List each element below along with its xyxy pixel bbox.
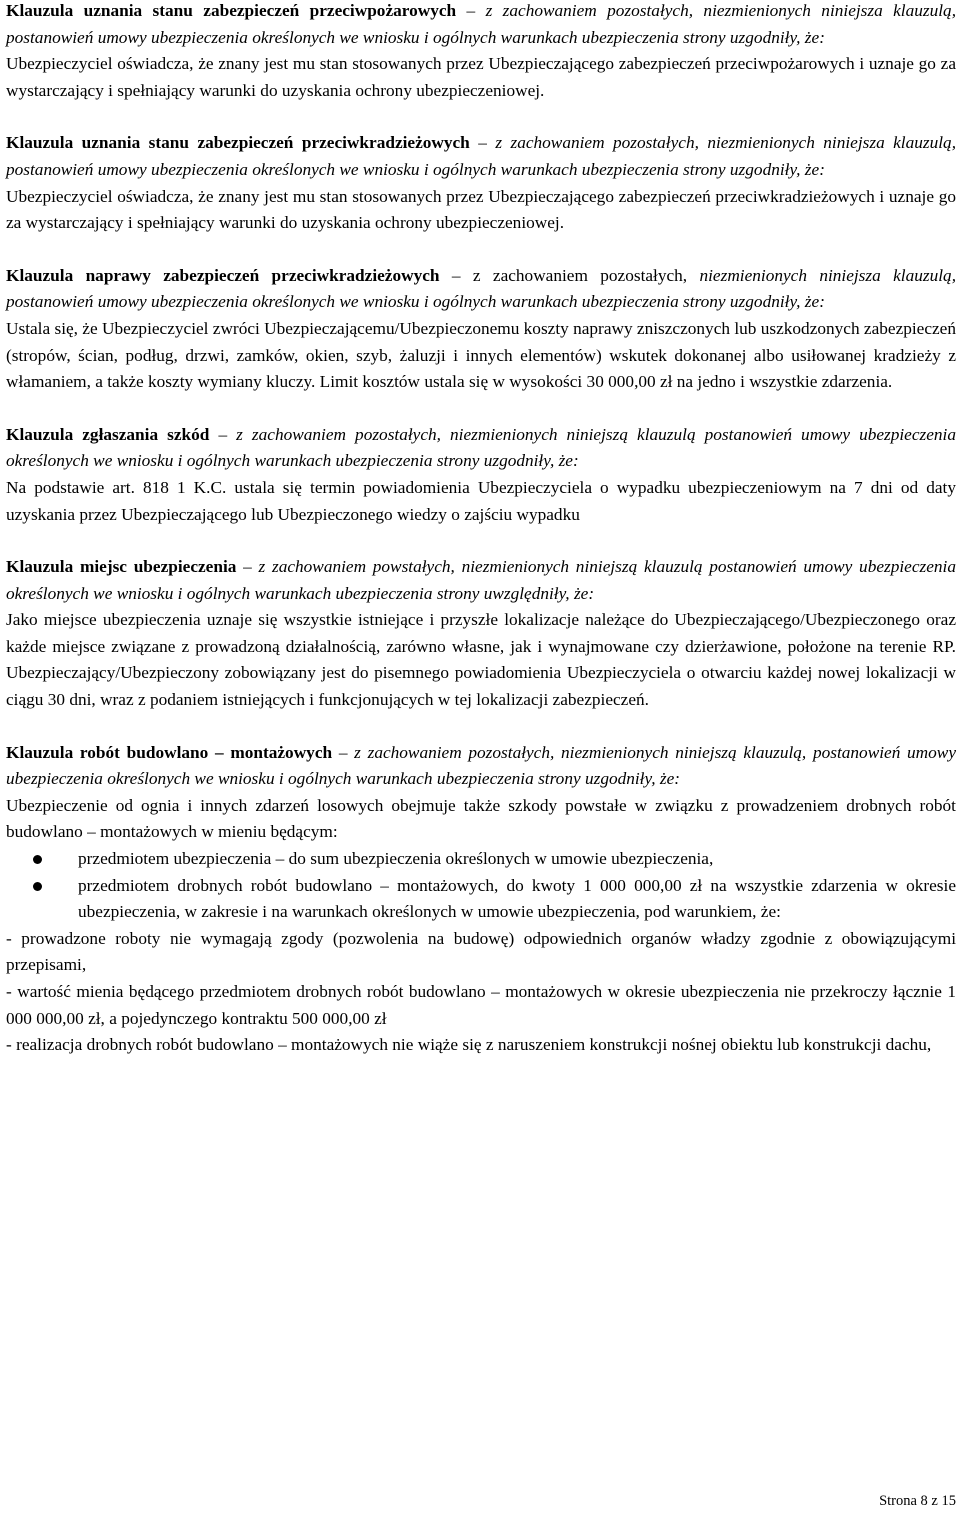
clause-intro: z zachowaniem pozostałych, niezmienionych niniejszą klauzulą, postanowień umowy ubezpieczenia określonych we wniosku i ogólnych warunkach ubezpieczenia strony uzgodniły, że: xyxy=(6,742,956,789)
clause-header: Klauzula robót budowlano – montażowych – z zachowaniem pozostałych, niezmienionych niniejszą klauzulą, postanowień umowy ubezpieczenia określonych we wniosku i ogólnych warunkach ubezpieczenia strony uzgodniły, że: xyxy=(6,742,956,789)
clause-intro-plain: z zachowaniem pozostałych, xyxy=(472,265,688,285)
clause-intro: z zachowaniem pozostałych, niezmienionych niniejsza klauzulą, postanowień umowy ubezpieczenia określonych we wniosku i ogólnych warunkach ubezpieczenia strony uzgodniły, że: xyxy=(6,1,957,47)
clause-intro: z zachowaniem pozostałych, niezmienionych niniejszą klauzulą postanowień umowy ubezpieczenia określonych we wniosku i ogólnych warunkach ubezpieczenia strony uzgodniły, że: xyxy=(6,424,957,471)
clause-body: Ubezpieczyciel oświadcza, że znany jest mu stan stosowanych przez Ubezpieczającego zabezpieczeń przeciwkradzieżowych i uznaje go za wystarczający i spełniający warunki do uzyskania ochrony ubezpieczeniowej. xyxy=(6,186,956,233)
condition-item: - prowadzone roboty nie wymagają zgody (pozwolenia na budowę) odpowiednich organów władzy zgodnie z obowiązującymi przepisami, xyxy=(6,928,956,975)
bullet-icon xyxy=(33,855,42,864)
clause-damage-reporting xyxy=(6,422,956,528)
clause-title: Klauzula uznania stanu zabezpieczeń przeciwkradzieżowych xyxy=(6,133,470,153)
clause-body: Ustala się, że Ubezpieczyciel zwróci Ubezpieczającemu/Ubezpieczonemu koszty naprawy zniszczonych lub uszkodzonych zabezpieczeń (stropów, ścian, podług, drzwi, zamków, okien, szyb, żaluzji i innych elementów) wskutek dokonanej albo usiłowanej kradzieży z włamaniem, a także koszty wymiany kluczy. Limit kosztów ustala się w wysokości 30 000,00 zł na jedno i wszystkie zdarzenia. xyxy=(6,318,956,392)
document-page xyxy=(6,0,956,1059)
clause-title: Klauzula zgłaszania szkód xyxy=(6,424,210,444)
bullet-list xyxy=(6,846,956,926)
clause-construction-works xyxy=(6,740,956,1059)
clause-title: Klauzula miejsc ubezpieczenia xyxy=(6,557,237,577)
clause-header: Klauzula uznania stanu zabezpieczeń przeciwkradzieżowych – z zachowaniem pozostałych, niezmienionych niniejsza klauzulą, postanowień umowy ubezpieczenia określonych we wniosku i ogólnych warunkach ubezpieczenia strony uzgodniły, że: xyxy=(6,133,957,179)
clause-theft-protection-repair xyxy=(6,263,956,396)
clause-header: Klauzula naprawy zabezpieczeń przeciwkradzieżowych – z zachowaniem pozostałych, niezmienionych niniejsza klauzulą, postanowień umowy ubezpieczenia określonych we wniosku i ogólnych warunkach ubezpieczenia strony uzgodniły, że: xyxy=(6,265,957,312)
condition-item: - realizacja drobnych robót budowlano – montażowych nie wiąże się z naruszeniem konstrukcji nośnej obiektu lub konstrukcji dachu, xyxy=(6,1035,932,1055)
clause-intro: z zachowaniem pozostałych, niezmienionych niniejsza klauzulą, postanowień umowy ubezpieczenia określonych we wniosku i ogólnych warunkach ubezpieczenia strony uzgodniły, że: xyxy=(6,133,957,179)
list-item: przedmiotem ubezpieczenia – do sum ubezpieczenia określonych w umowie ubezpieczenia, xyxy=(6,846,956,873)
clause-header: Klauzula miejsc ubezpieczenia – z zachowaniem powstałych, niezmienionych niniejszą klauzulą postanowień umowy ubezpieczenia określonych we wniosku i ogólnych warunkach ubezpieczenia strony uwzględniły, że: xyxy=(6,557,956,603)
clause-body: Ubezpieczyciel oświadcza, że znany jest mu stan stosowanych przez Ubezpieczającego zabezpieczeń przeciwpożarowych i uznaje go za wystarczający i spełniający warunki do uzyskania ochrony ubezpieczeniowej. xyxy=(6,54,956,100)
clause-header: Klauzula uznania stanu zabezpieczeń przeciwpożarowych – z zachowaniem pozostałych, niezmienionych niniejsza klauzulą, postanowień umowy ubezpieczenia określonych we wniosku i ogólnych warunkach ubezpieczenia strony uzgodniły, że: xyxy=(6,1,957,47)
clause-intro: z zachowaniem powstałych, niezmienionych niniejszą klauzulą postanowień umowy ubezpieczenia określonych we wniosku i ogólnych warunkach ubezpieczenia strony uwzględniły, że: xyxy=(6,557,956,603)
clause-body: Na podstawie art. 818 1 K.C. ustala się termin powiadomienia Ubezpieczyciela o wypadku ubezpieczeniowym na 7 dni od daty uzyskania przez Ubezpieczającego lub Ubezpieczonego wiedzy o zajściu wypadku xyxy=(6,477,956,524)
clause-title: Klauzula naprawy zabezpieczeń przeciwkradzieżowych xyxy=(6,265,440,285)
clause-insurance-locations xyxy=(6,554,956,714)
page-number: Strona 8 z 15 xyxy=(879,1493,956,1509)
clause-body: Jako miejsce ubezpieczenia uznaje się wszystkie istniejące i przyszłe lokalizacje należące do Ubezpieczającego/Ubezpieczonego oraz każde miejsce związane z prowadzoną działalnością, zarówno własne, jak i wynajmowane czy dzierżawione, położone na terenie RP. Ubezpieczający/Ubezpieczony zobowiązany jest do pisemnego powiadomienia Ubezpieczyciela o otwarciu każdej nowej lokalizacji w ciągu 30 dni, wraz z podaniem istniejących i funkcjonujących w tej lokalizacji zabezpieczeń. xyxy=(6,610,956,710)
bullet-icon xyxy=(33,882,42,891)
clause-title: Klauzula uznania stanu zabezpieczeń przeciwpożarowych xyxy=(6,1,457,20)
clause-intro: niezmienionych niniejsza klauzulą, postanowień umowy ubezpieczenia określonych we wniosku i ogólnych warunkach ubezpieczenia strony uzgodniły, że: xyxy=(6,265,957,312)
clause-fire-protection xyxy=(6,0,956,104)
clause-theft-protection xyxy=(6,130,956,236)
clause-body: Ubezpieczenie od ognia i innych zdarzeń losowych obejmuje także szkody powstałe w związku z prowadzeniem drobnych robót budowlano – montażowych w mieniu będącym: xyxy=(6,795,956,842)
clause-header: Klauzula zgłaszania szkód – z zachowaniem pozostałych, niezmienionych niniejszą klauzulą postanowień umowy ubezpieczenia określonych we wniosku i ogólnych warunkach ubezpieczenia strony uzgodniły, że: xyxy=(6,424,957,471)
clause-title: Klauzula robót budowlano – montażowych xyxy=(6,742,333,762)
list-item: przedmiotem drobnych robót budowlano – montażowych, do kwoty 1 000 000,00 zł na wszystkie zdarzenia w okresie ubezpieczenia, w zakresie i na warunkach określonych w umowie ubezpieczenia, pod warunkiem, że: xyxy=(6,873,956,926)
condition-item: - wartość mienia będącego przedmiotem drobnych robót budowlano – montażowych w okresie ubezpieczenia nie przekroczy łącznie 1 000 000,00 zł, a pojedynczego kontraktu 500 000,00 zł xyxy=(6,982,956,1028)
